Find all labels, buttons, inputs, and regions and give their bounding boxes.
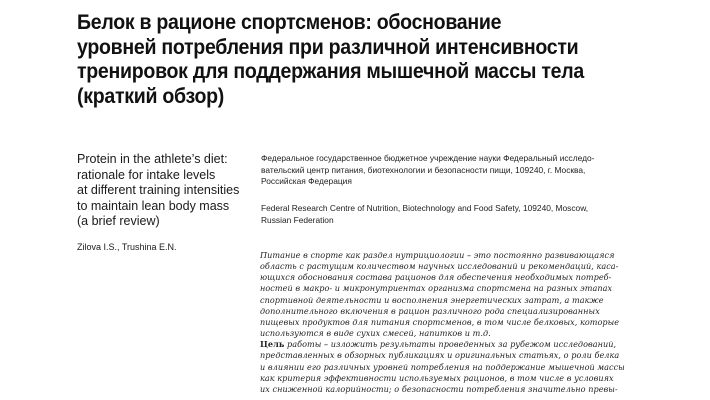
abstract-line: пищевых продуктов для питания спортсменов, в том числе белковых, которые	[260, 316, 620, 327]
affiliation-line: Федеральное государственное бюджетное учреждение науки Федеральный исследо-	[261, 153, 595, 163]
abstract-line: и влиянии его различных уровней потребления на поддержание мышечной массы	[260, 361, 625, 372]
affiliation-en	[261, 203, 643, 226]
abstract-line: ющихся обоснования состава рационов для обеспечения необходимых потреб-	[260, 272, 612, 283]
article-title-en	[77, 152, 247, 230]
title-line: тренировок для поддержания мышечной массы тела	[77, 60, 584, 83]
affiliation-line: Federal Research Centre of Nutrition, Biotechnology and Food Safety, 109240, Moscow,	[261, 203, 589, 213]
abstract-line: их сниженной калорийности; о безопасности потребления значительно превы-	[260, 383, 618, 394]
aim-text: работы – изложить результаты проведенных за рубежом исследований,	[284, 339, 617, 350]
affiliation-line: Российская Федерация	[261, 176, 352, 187]
abstract-line: используются в виде сухих смесей, напитков и т.д.	[260, 328, 491, 339]
abstract-line: как критерия эффективности используемых рационов, в том числе в условиях	[260, 372, 614, 383]
title-line: (краткий обзор)	[77, 84, 224, 108]
affiliation-line: вательский центр питания, биотехнологии и безопасности пищи, 109240, г. Москва,	[261, 164, 586, 175]
affiliation-ru	[261, 153, 643, 188]
authors-en: Zilova I.S., Trushina E.N.	[77, 242, 177, 252]
en-title-line: Protein in the athlete’s diet:	[77, 152, 228, 166]
affiliation-line: Russian Federation	[261, 214, 334, 225]
abstract-ru	[260, 250, 640, 395]
en-title-line: at different training intensities	[77, 183, 240, 197]
title-line: Белок в рационе спортсменов: обоснование	[77, 11, 502, 34]
abstract-line: представленных в обзорных публикациях и оригинальных статьях, о роли белка	[260, 350, 620, 361]
article-title-ru	[77, 11, 654, 109]
en-title-line: to maintain lean body mass	[77, 198, 230, 213]
aim-label: Цель	[260, 339, 285, 350]
abstract-line: спортивной деятельности и восполнения энергетических затрат, а также	[260, 294, 604, 305]
abstract-aim-line	[260, 339, 640, 350]
abstract-line: область с растущим количеством научных исследований и рекомендаций, каса-	[260, 261, 619, 272]
abstract-line: Питание в спорте как раздел нутрициологии – это постоянно развивающаяся	[260, 250, 615, 260]
abstract-line: дополнительного включения в рацион различного рода специализированных	[260, 305, 600, 316]
en-title-line: rationale for intake levels	[77, 167, 216, 182]
abstract-line: ностей в макро- и микронутриентах организма спортсмена на разных этапах	[260, 283, 613, 294]
title-line: уровней потребления при различной интенсивности	[77, 35, 579, 59]
en-title-line: (a brief review)	[77, 214, 160, 228]
